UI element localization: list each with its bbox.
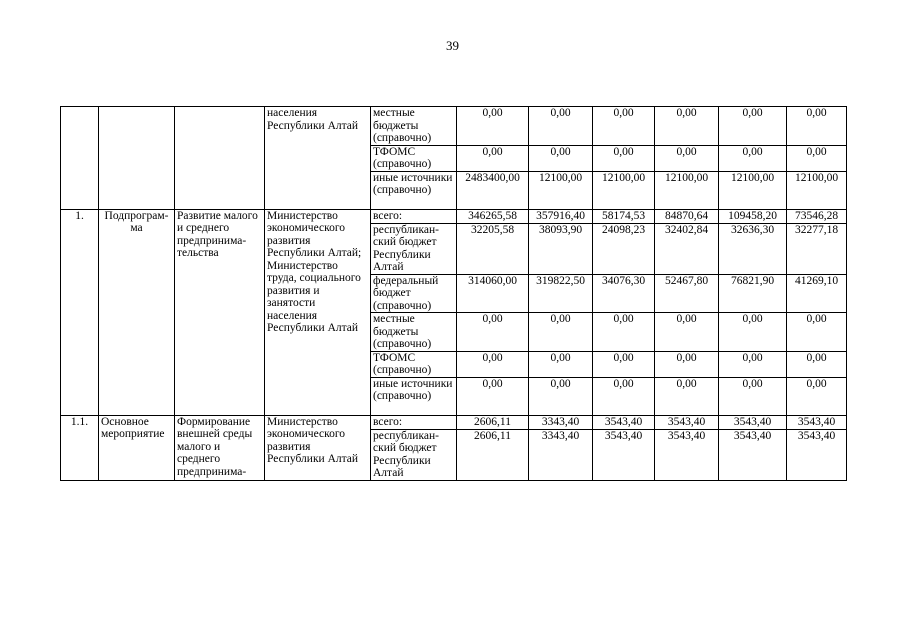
value-cell: 0,00 [593,313,655,352]
value-cell: 3543,40 [719,415,787,429]
value-cell: 3343,40 [529,429,593,480]
value-cell: 0,00 [655,145,719,171]
name-cell: Развитие малого и среднего предпринима-тельства [175,209,265,415]
page-number: 39 [446,38,459,53]
value-cell: 58174,53 [593,209,655,223]
value-cell: 2606,11 [457,415,529,429]
value-cell: 12100,00 [719,171,787,209]
value-cell: 0,00 [655,107,719,146]
value-cell: 41269,10 [787,274,847,313]
value-cell: 0,00 [787,351,847,377]
source-cell: ТФОМС (справочно) [371,351,457,377]
value-cell: 0,00 [719,377,787,415]
value-cell: 314060,00 [457,274,529,313]
executor-cell: населения Республики Алтай [265,107,371,210]
budget-table [60,106,847,481]
value-cell: 0,00 [593,377,655,415]
value-cell: 346265,58 [457,209,529,223]
value-cell: 32205,58 [457,223,529,274]
kind-cell-empty [99,107,175,210]
value-cell: 0,00 [593,107,655,146]
source-cell: республикан-ский бюджет Республики Алтай [371,429,457,480]
value-cell: 0,00 [787,313,847,352]
value-cell: 0,00 [529,313,593,352]
value-cell: 0,00 [655,351,719,377]
value-cell: 32636,30 [719,223,787,274]
source-cell: федеральный бюджет (справочно) [371,274,457,313]
value-cell: 0,00 [719,145,787,171]
kind-cell: Основное мероприятие [99,415,175,480]
source-cell: всего: [371,415,457,429]
value-cell: 2606,11 [457,429,529,480]
value-cell: 2483400,00 [457,171,529,209]
value-cell: 0,00 [457,377,529,415]
value-cell: 0,00 [457,351,529,377]
value-cell: 0,00 [457,313,529,352]
source-cell: местные бюджеты (справочно) [371,107,457,146]
value-cell: 357916,40 [529,209,593,223]
value-cell: 0,00 [787,107,847,146]
value-cell: 0,00 [593,145,655,171]
value-cell: 12100,00 [593,171,655,209]
source-cell: всего: [371,209,457,223]
value-cell: 0,00 [719,351,787,377]
value-cell: 0,00 [529,107,593,146]
value-cell: 0,00 [457,145,529,171]
value-cell: 0,00 [787,145,847,171]
source-cell: местные бюджеты (справочно) [371,313,457,352]
value-cell: 0,00 [787,377,847,415]
value-cell: 52467,80 [655,274,719,313]
value-cell: 3543,40 [787,429,847,480]
value-cell: 12100,00 [655,171,719,209]
value-cell: 12100,00 [787,171,847,209]
value-cell: 109458,20 [719,209,787,223]
value-cell: 3543,40 [593,429,655,480]
value-cell: 76821,90 [719,274,787,313]
kind-cell: Подпрограм-ма [99,209,175,415]
source-cell: ТФОМС (справочно) [371,145,457,171]
value-cell: 0,00 [457,107,529,146]
source-cell: республикан-ский бюджет Республики Алтай [371,223,457,274]
value-cell: 3543,40 [655,415,719,429]
value-cell: 3543,40 [593,415,655,429]
name-cell-empty [175,107,265,210]
value-cell: 0,00 [593,351,655,377]
value-cell: 12100,00 [529,171,593,209]
value-cell: 73546,28 [787,209,847,223]
value-cell: 319822,50 [529,274,593,313]
index-cell: 1.1. [61,415,99,480]
value-cell: 0,00 [529,351,593,377]
value-cell: 3343,40 [529,415,593,429]
value-cell: 0,00 [529,377,593,415]
table-row [61,107,847,146]
index-cell-empty [61,107,99,210]
value-cell: 0,00 [719,313,787,352]
value-cell: 38093,90 [529,223,593,274]
value-cell: 84870,64 [655,209,719,223]
value-cell: 0,00 [655,377,719,415]
index-cell: 1. [61,209,99,415]
value-cell: 3543,40 [719,429,787,480]
value-cell: 0,00 [529,145,593,171]
executor-cell: Министерство экономического развития Республики Алтай [265,415,371,480]
name-cell: Формирование внешней среды малого и среднего предпринима- [175,415,265,480]
source-cell: иные источники (справочно) [371,377,457,415]
executor-cell: Министерство экономического развития Республики Алтай; Министерство труда, социального развития и занятости населения Республики Алтай [265,209,371,415]
value-cell: 32277,18 [787,223,847,274]
value-cell: 34076,30 [593,274,655,313]
value-cell: 3543,40 [787,415,847,429]
table-row [61,209,847,223]
table-row [61,415,847,429]
value-cell: 0,00 [719,107,787,146]
value-cell: 0,00 [655,313,719,352]
source-cell: иные источники (справочно) [371,171,457,209]
value-cell: 3543,40 [655,429,719,480]
value-cell: 32402,84 [655,223,719,274]
value-cell: 24098,23 [593,223,655,274]
